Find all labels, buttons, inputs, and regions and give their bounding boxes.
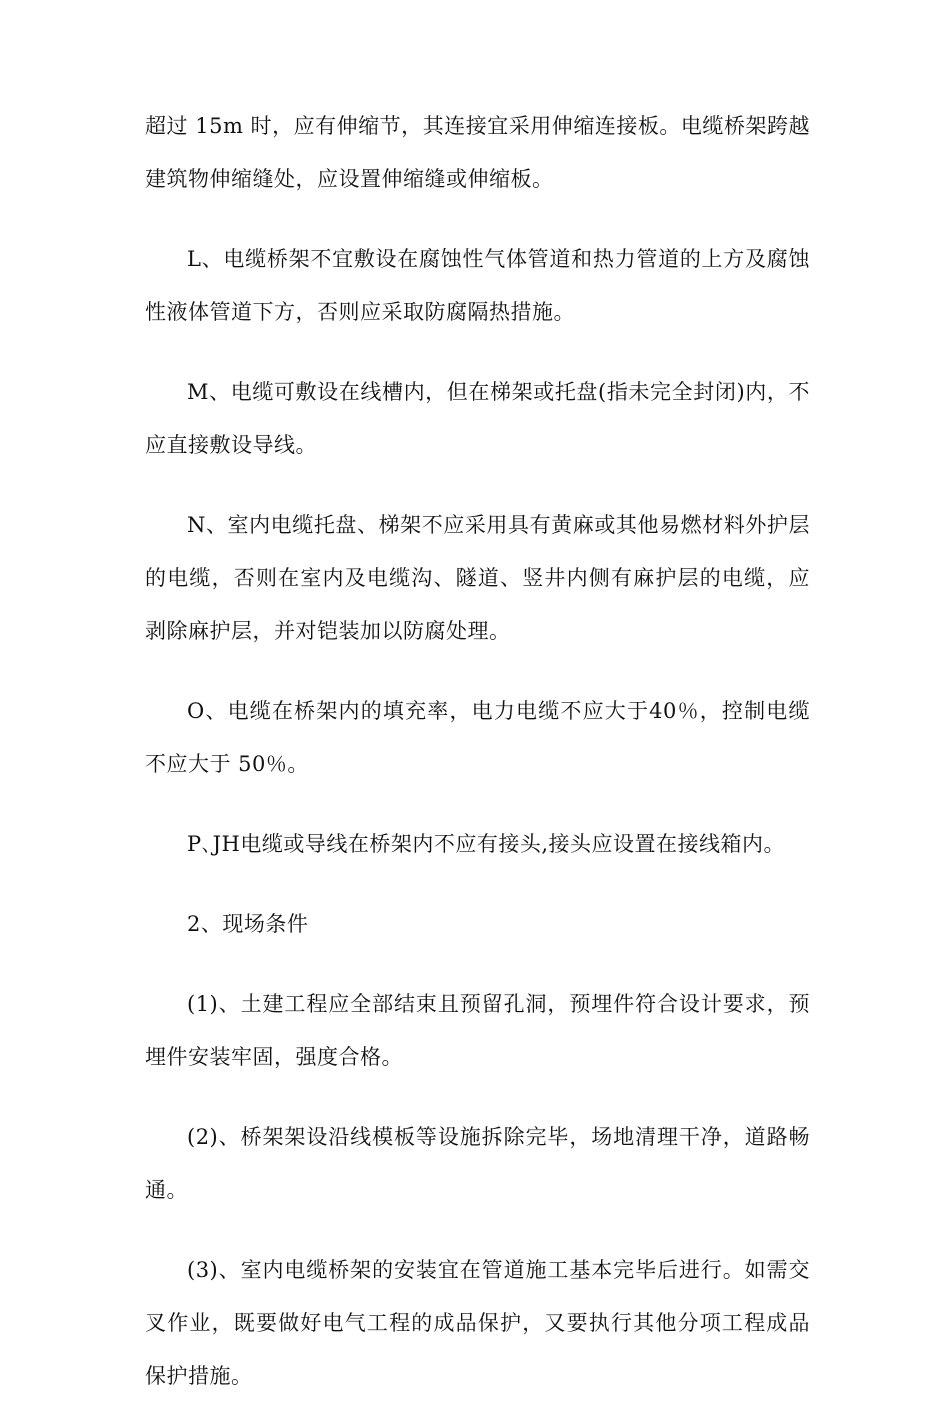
paragraph-condition-2: (2)、桥架架设沿线模板等设施拆除完毕，场地清理干净，道路畅通。 — [145, 1125, 810, 1202]
section-heading-site-conditions: 2、现场条件 — [187, 912, 309, 936]
paragraph-item-m: M、电缆可敷设在线槽内，但在梯架或托盘(指未完全封闭)内，不应直接敷设导线。 — [145, 380, 810, 457]
paragraph-condition-3: (3)、室内电缆桥架的安装宜在管道施工基本完毕后进行。如需交叉作业，既要做好电气工程的成品保护，又要执行其他分项工程成品保护措施。 — [145, 1258, 810, 1388]
paragraph-item-p: P､JH电缆或导线在桥架内不应有接头,接头应设置在接线箱内。 — [187, 832, 786, 856]
paragraph-expansion-joint: 超过 15m 时，应有伸缩节，其连接宜采用伸缩连接板。电缆桥架跨越建筑物伸缩缝处，应设置伸缩缝或伸缩板。 — [145, 114, 810, 191]
paragraph-item-l: L、电缆桥架不宜敷设在腐蚀性气体管道和热力管道的上方及腐蚀性液体管道下方，否则应采取防腐隔热措施。 — [145, 247, 810, 324]
paragraph-item-o: O、电缆在桥架内的填充率，电力电缆不应大于40％，控制电缆不应大于 50％。 — [145, 699, 810, 776]
document-body — [145, 100, 810, 1403]
paragraph-condition-1: (1)、土建工程应全部结束且预留孔洞，预埋件符合设计要求，预埋件安装牢固，强度合格。 — [145, 992, 810, 1069]
paragraph-item-n: N、室内电缆托盘、梯架不应采用具有黄麻或其他易燃材料外护层的电缆，否则在室内及电缆沟、隧道、竖井内侧有麻护层的电缆，应剥除麻护层，并对铠装加以防腐处理。 — [145, 513, 810, 643]
